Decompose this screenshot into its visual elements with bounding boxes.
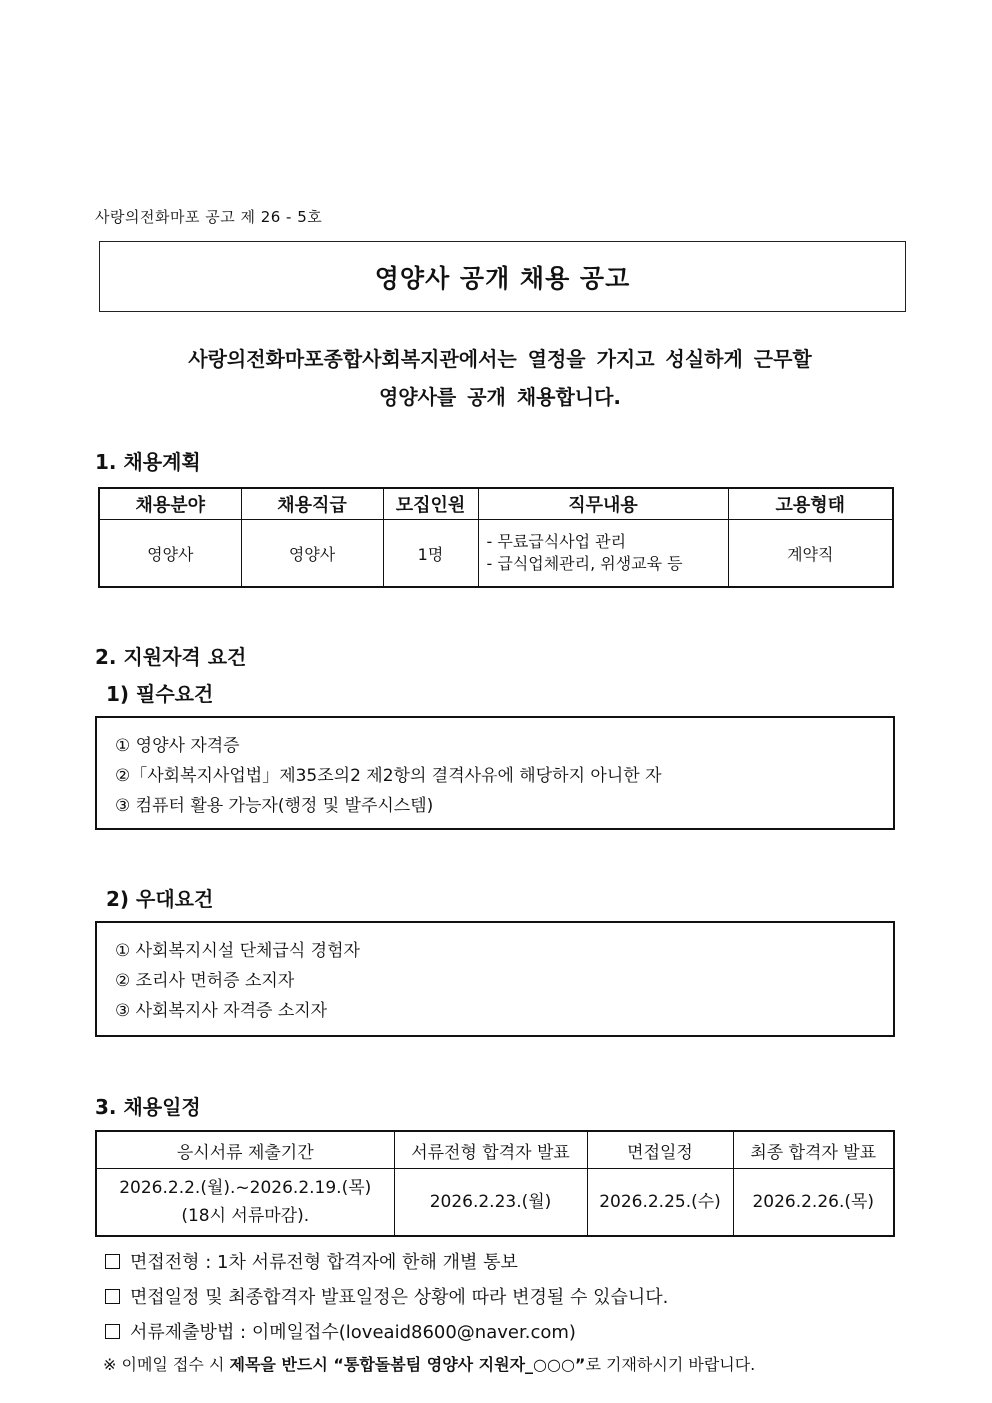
required-qualifications-box [95,716,895,830]
section-3-heading: 3. 채용일정 [95,1095,201,1119]
duty-line-1: - 무료급식사업 관리 [486,532,627,551]
preferred-heading: 2) 우대요건 [106,887,214,911]
footnote-bold: 제목을 반드시 “통합돌봄팀 영양사 지원자_○○○” [229,1355,586,1374]
table-header: 서류전형 합격자 발표 [394,1131,587,1169]
preferred-qualifications-box [95,921,895,1037]
page-title: 영양사 공개 채용 공고 [99,241,906,312]
table-header: 채용분야 [99,488,241,520]
note-item [105,1280,668,1315]
interview-cell: 2026.2.25.(수) [587,1169,733,1237]
notes-list [105,1245,668,1350]
doc-result-cell: 2026.2.23.(월) [394,1169,587,1237]
table-row [99,520,893,588]
list-item: ② 조리사 면허증 소지자 [115,971,295,991]
table-header-row [96,1131,894,1169]
note-text: 면접일정 및 최종합격자 발표일정은 상황에 따라 변경될 수 있습니다. [130,1287,669,1308]
table-header: 채용직급 [241,488,383,520]
section-2-heading: 2. 지원자격 요건 [95,645,247,669]
checkbox-square-icon [105,1254,120,1269]
table-header: 응시서류 제출기간 [96,1131,394,1169]
intro-line-1: 사랑의전화마포종합사회복지관에서는 열정을 가지고 성실하게 근무할 [188,347,812,371]
list-item: ① 영양사 자격증 [115,736,240,756]
email-footnote [103,1352,755,1375]
section-1-heading: 1. 채용계획 [95,450,201,474]
period-line-1: 2026.2.2.(월).~2026.2.19.(목) [119,1178,372,1198]
table-header: 최종 합격자 발표 [733,1131,894,1169]
table-header: 직무내용 [478,488,728,520]
checkbox-square-icon [105,1324,120,1339]
list-item: ① 사회복지시설 단체급식 경험자 [115,941,360,961]
note-text: 서류제출방법 : 이메일접수(loveaid8600@naver.com) [130,1322,576,1343]
list-item: ③ 사회복지사 자격증 소지자 [115,1001,328,1021]
list-item: ③ 컴퓨터 활용 가능자(행정 및 발주시스템) [115,796,434,816]
hiring-plan-table [98,487,894,588]
footnote-prefix: ※ 이메일 접수 시 [103,1355,230,1374]
checkbox-square-icon [105,1289,120,1304]
required-heading: 1) 필수요건 [106,682,214,706]
duty-line-2: - 급식업체관리, 위생교육 등 [486,554,683,573]
footnote-suffix: 로 기재하시기 바랍니다. [585,1355,756,1374]
field-cell: 영양사 [99,520,241,588]
notice-number: 사랑의전화마포 공고 제 26 - 5호 [95,208,323,226]
table-header: 모집인원 [383,488,478,520]
list-item: ②「사회복지사업법」제35조의2 제2항의 결격사유에 해당하지 아니한 자 [115,766,662,786]
rank-cell: 영양사 [241,520,383,588]
table-header-row [99,488,893,520]
note-item [105,1315,668,1350]
note-item [105,1245,668,1280]
employment-cell: 계약직 [728,520,893,588]
table-header: 면접일정 [587,1131,733,1169]
final-result-cell: 2026.2.26.(목) [733,1169,894,1237]
duty-cell [478,520,728,588]
table-header: 고용형태 [728,488,893,520]
note-text: 면접전형 : 1차 서류전형 합격자에 한해 개별 통보 [130,1252,518,1273]
schedule-table [95,1130,895,1237]
submission-period-cell [96,1169,394,1237]
intro-line-2: 영양사를 공개 채용합니다. [378,385,622,409]
count-cell: 1명 [383,520,478,588]
table-row [96,1169,894,1237]
intro-text [100,340,900,416]
period-line-2: (18시 서류마감). [181,1206,310,1226]
